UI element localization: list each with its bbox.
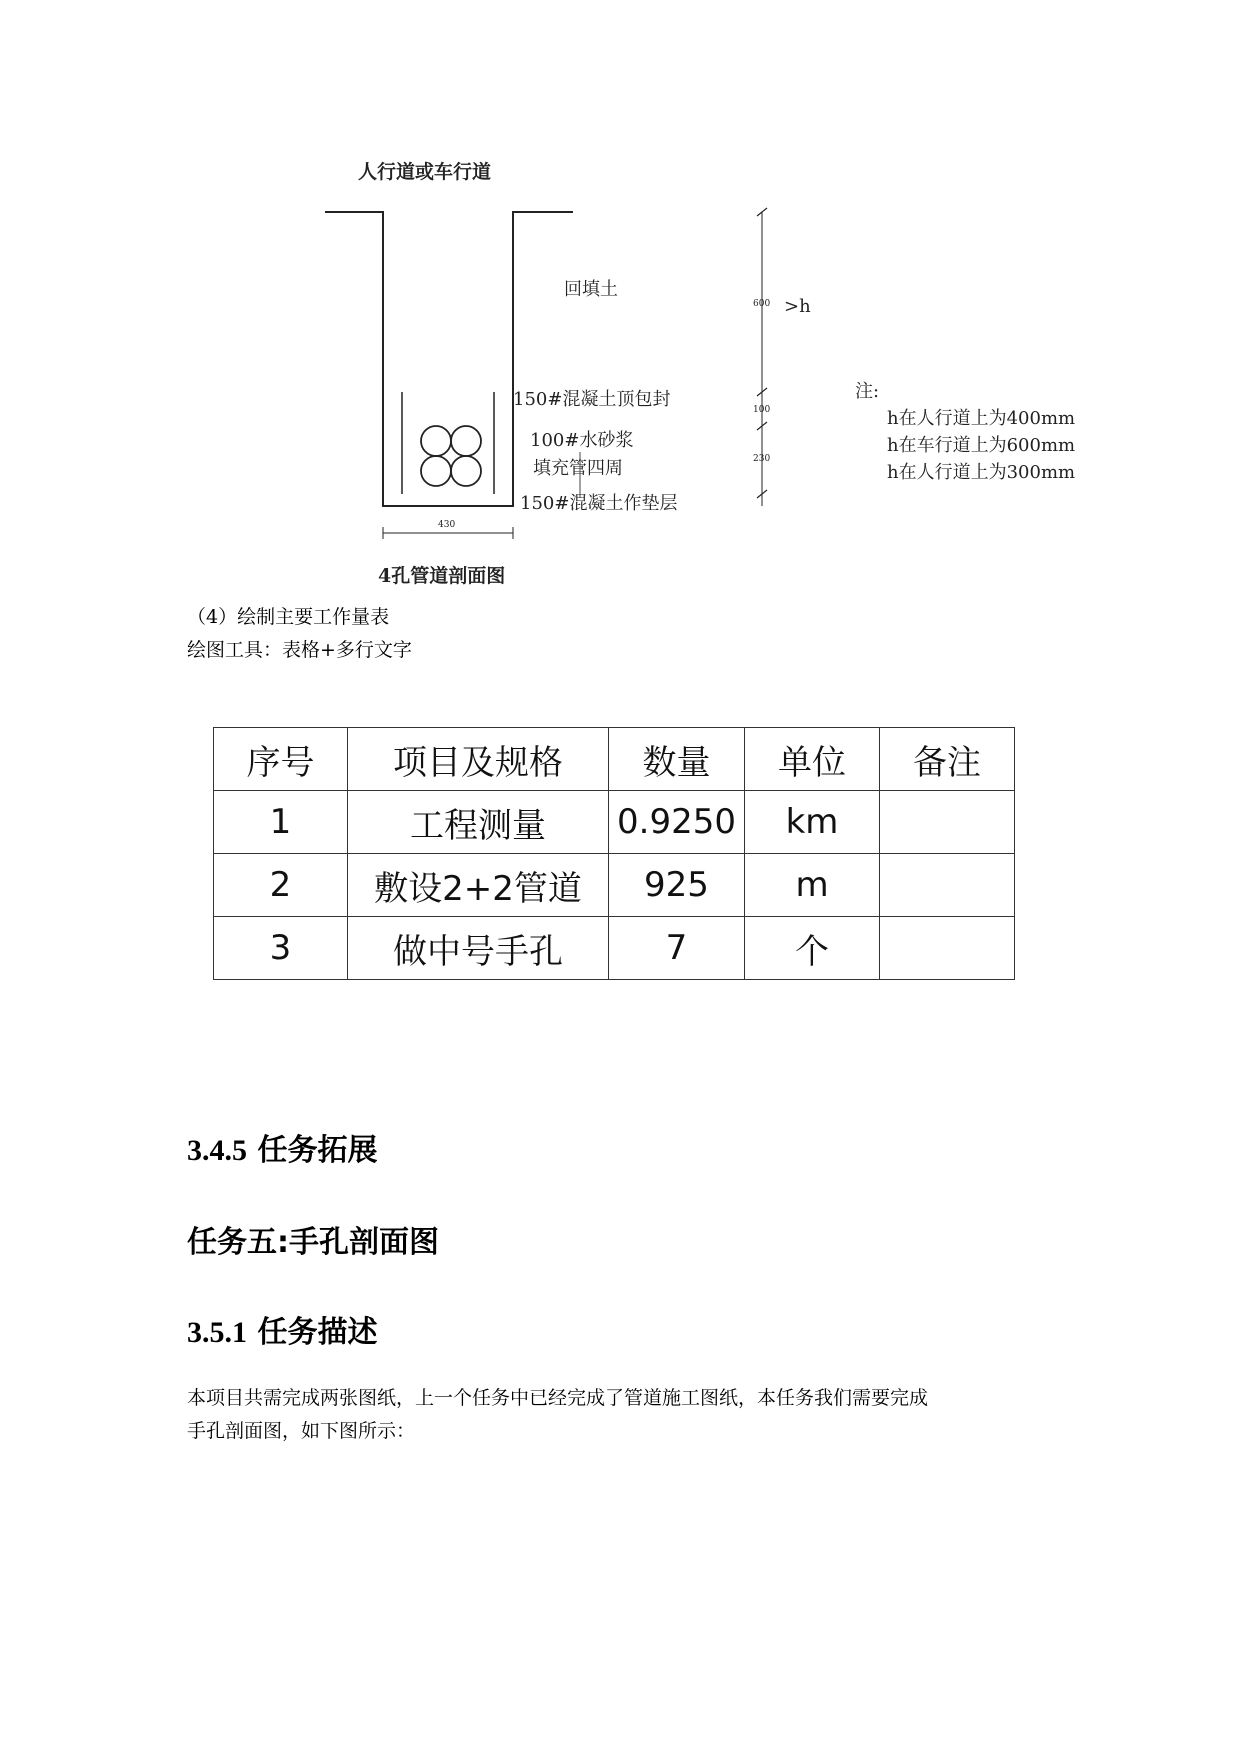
cell-index: 2 [214, 854, 348, 917]
heading-3-5-1 [187, 1307, 377, 1351]
header-item: 项目及规格 [348, 728, 609, 791]
heading-number: 3.5.1 [187, 1316, 247, 1349]
cell-remark [880, 791, 1015, 854]
cell-item: 敷设2+2管道 [348, 854, 609, 917]
dim-230-label: 230 [753, 454, 771, 464]
dim-430-label: 430 [438, 520, 456, 530]
pipes-icon [421, 426, 481, 486]
cell-quantity: 0.9250 [609, 791, 745, 854]
heading-task-5: 任务五:手孔剖面图 [187, 1225, 439, 1260]
step-4-text: （4）绘制主要工作量表 [187, 606, 390, 628]
dim-600-label: 600 [753, 299, 771, 309]
work-quantity-table [213, 727, 1015, 980]
header-quantity: 数量 [609, 728, 745, 791]
header-index: 序号 [214, 728, 348, 791]
table-row [214, 854, 1015, 917]
cell-item: 工程测量 [348, 791, 609, 854]
paragraph-line-2: 手孔剖面图，如下图所示： [187, 1420, 416, 1442]
heading-3-4-5 [187, 1125, 377, 1169]
cell-remark [880, 917, 1015, 980]
table-header-row [214, 728, 1015, 791]
mortar-label-2: 填充管四周 [533, 458, 623, 479]
concrete-top-label: 150#混凝土顶包封 [513, 389, 671, 410]
tool-text: 绘图工具：表格+多行文字 [187, 639, 412, 661]
note-line-1: h在人行道上为400mm [887, 408, 1076, 429]
heading-number: 3.4.5 [187, 1134, 247, 1167]
backfill-label: 回填土 [564, 279, 618, 300]
cell-index: 3 [214, 917, 348, 980]
pipe-section-diagram [0, 0, 1240, 600]
paragraph-line-1: 本项目共需完成两张图纸，上一个任务中已经完成了管道施工图纸，本任务我们需要完成 [187, 1387, 929, 1409]
cell-quantity: 925 [609, 854, 745, 917]
note-line-3: h在人行道上为300mm [887, 462, 1076, 483]
cell-quantity: 7 [609, 917, 745, 980]
diagram-caption: 4孔管道剖面图 [378, 565, 506, 587]
cell-item: 做中号手孔 [348, 917, 609, 980]
cell-unit: m [745, 854, 880, 917]
cell-unit: 个 [745, 917, 880, 980]
note-title: 注: [855, 381, 880, 402]
heading-text: 任务描述 [257, 1315, 378, 1350]
cell-unit: km [745, 791, 880, 854]
dim-100-label: 100 [753, 405, 771, 415]
header-unit: 单位 [745, 728, 880, 791]
h-mark: >h [784, 296, 811, 317]
diagram-top-title: 人行道或车行道 [358, 161, 492, 183]
mortar-label-1: 100#水砂浆 [530, 430, 634, 451]
cell-remark [880, 854, 1015, 917]
note-line-2: h在车行道上为600mm [887, 435, 1076, 456]
cell-index: 1 [214, 791, 348, 854]
concrete-base-label: 150#混凝土作垫层 [520, 493, 678, 514]
heading-text: 任务拓展 [257, 1133, 378, 1168]
table-row [214, 917, 1015, 980]
header-remark: 备注 [880, 728, 1015, 791]
table-row [214, 791, 1015, 854]
